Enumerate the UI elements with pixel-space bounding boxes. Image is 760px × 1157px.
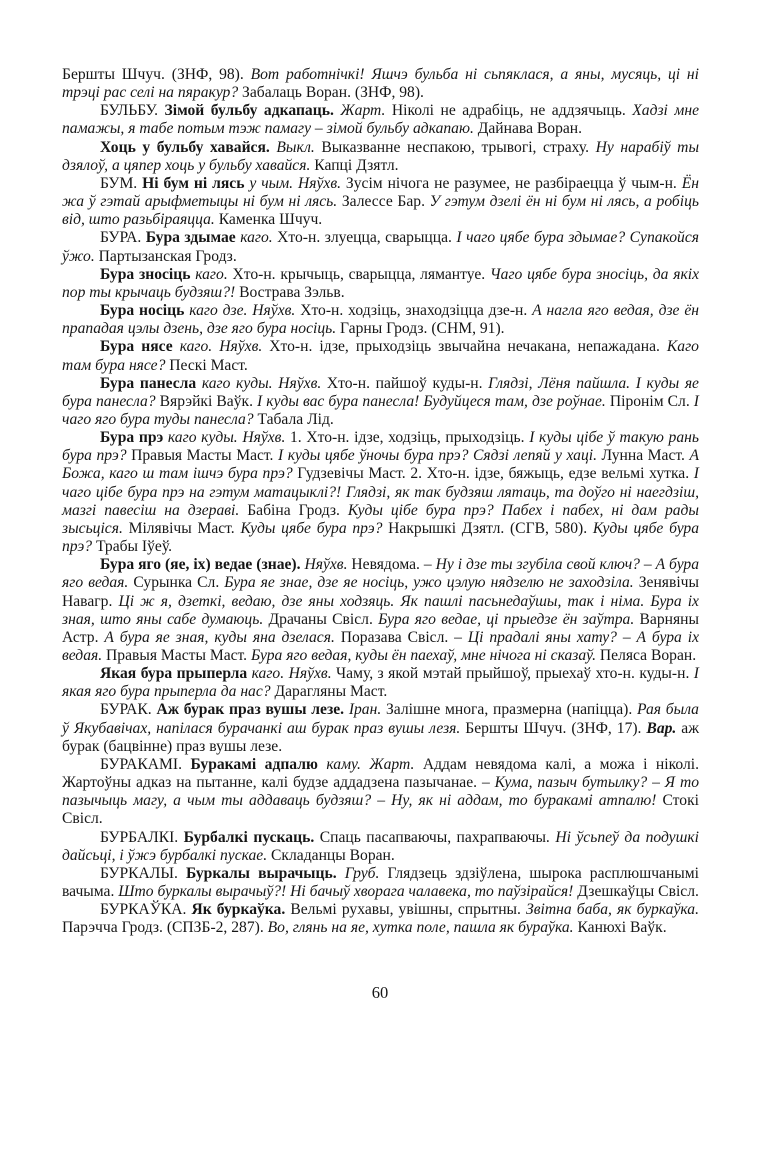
text-run: Залішне многа, празмерна (напіцца). (386, 701, 638, 719)
text-run: Хто-н. пайшоў куды-н. (326, 374, 489, 392)
text-run: Каго там бура нясе? (62, 338, 699, 374)
paragraph (62, 102, 699, 138)
text-run: Правыя Масты Маст. (106, 647, 251, 664)
text-run: Гарны Гродз. (СНМ, 91). (340, 320, 505, 338)
text-run: Аддам невядома калі, а можа і ніколі. Жартоўны адказ на пытанне, калі будзе аддадзена пазычанае. (62, 755, 699, 792)
text-run: Глядзі, Лёня пайшла. І куды яе бура панесла? (62, 374, 699, 410)
paragraph (62, 865, 699, 901)
text-run: Невядома. (351, 556, 424, 574)
text-run: І куды цябе ўночы бура прэ? Сядзі лепяй у хаці. (278, 447, 602, 465)
text-run: каго. Няўхв. (251, 665, 337, 683)
text-run: Хто-н. крычыць, сварыцца, лямантуе. (232, 265, 490, 283)
text-run: Ні бум ні лясь (142, 174, 250, 192)
text-run: каго куды. Няўхв. (167, 429, 290, 447)
text-run: у чым. Няўхв. (249, 174, 346, 192)
text-run: Буркалы вырачыць. (185, 864, 345, 882)
text-run: І куды вас бура панесла! Будуйцеся там, дзе роўнае. (257, 392, 610, 410)
paragraph (62, 175, 699, 229)
paragraph (62, 829, 699, 865)
paragraph (62, 901, 699, 937)
text-run: Бура панесла (100, 374, 202, 392)
text-run: І куды цібе ў такую рань бура прэ? (62, 429, 699, 465)
text-run: Якая бура прыперла (100, 665, 252, 683)
text-run: Забалаць Воран. (ЗНФ, 98). (242, 84, 424, 102)
text-run: Капці Дзятл. (314, 156, 399, 174)
text-run: Бура яго ведае, ці прыедзе ён заўтра. (378, 610, 640, 628)
text-run: Во, глянь на яе, хутка поле, пашла як бураўка. (267, 919, 578, 937)
text-run: І якая яго бура прыперла да нас? (62, 665, 699, 701)
text-run: Ён жа ў гэтай арыфметыцы ні бум ні лясь. (62, 174, 699, 211)
text-run: Піронім Сл. (609, 392, 694, 410)
text-run: БУРАКАМІ. (100, 755, 191, 773)
text-run: Накрышкі Дзятл. (СГВ, 580). (388, 519, 593, 537)
text-run: Табала Лід. (257, 410, 334, 428)
paragraph (62, 429, 699, 556)
paragraph (62, 266, 699, 302)
text-run: Бершты Шчуч. (ЗНФ, 98). (62, 66, 251, 83)
text-run: Бура здымае (145, 229, 241, 247)
text-run: аж бурак (бацвінне) праз вушы лезе. (62, 719, 699, 755)
text-run: Вельмі рухавы, увішны, спрытны. (290, 901, 527, 919)
text-run: – Ну і дзе ты згубіла свой ключ? – А бура яго ведая. (62, 556, 700, 592)
text-run: БУРА. (100, 229, 146, 247)
text-run: Куды цібе бура прэ? Пабех і пабех, ні дам рады зысьціся. (62, 501, 699, 537)
text-run: БУРКАЎКА. (100, 901, 192, 919)
text-run: І чаго цябе бура здымае? Супакойся ўжо. (62, 229, 700, 265)
text-run: Правыя Масты Маст. (131, 447, 278, 465)
text-run: Чаму, з якой мэтай прыйшоў, прыехаў хто-н. куды-н. (336, 665, 694, 683)
page-number: 60 (371, 983, 389, 1002)
text-run: Стокі Свісл. (62, 792, 699, 828)
text-run: Рая была ў Якубавічах, напілася бурачанкі аш бурак праз вушы лезя. (62, 701, 699, 737)
text-run: І чаго цібе бура прэ на гэтум матацыклі?! Глядзі, як так будзяш лятаць, та доўго ні наегдзіш, мазгі павесіш на дзераві. (62, 465, 699, 519)
text-run: БУРАК. (100, 701, 157, 719)
text-run: Хто-н. ходзіць, знаходзіцца дзе-н. (300, 302, 533, 320)
text-run: Хоць у бульбу хавайся. (100, 138, 277, 156)
text-run: Пеляса Воран. (599, 647, 697, 664)
text-run: Складанцы Воран. (271, 846, 395, 864)
text-run: Вярэйкі Ваўк. (159, 392, 258, 410)
text-run: Глядзець здзіўлена, шырока расплюшчанымі вачыма. (62, 864, 699, 901)
text-run: Ці ж я, дзеткі, ведаю, дзе яны ходзяць. Як пашлі пасьнедаўшы, так і німа. Бура іх зная, што яны сабе думаюць. (62, 592, 699, 628)
text-run: Няўхв. (304, 556, 352, 574)
text-run: – Кума, пазыч бутылку? – Я то пазычыць магу, а чым ты аддаваць будзяш? – Ну, як ні аддам, то буракамі атпалю! (62, 774, 699, 810)
text-run: А Божа, каго ш там ішчэ бура прэ? (62, 447, 700, 483)
text-run: каго. (195, 265, 233, 283)
text-run: БУРБАЛКІ. (100, 828, 184, 846)
text-run: Варняны Астр. (62, 610, 699, 646)
text-run: Бура зносіць (100, 265, 196, 283)
paragraph (62, 701, 699, 755)
text-run: Выкл. (276, 138, 322, 156)
text-run: Бабіна Гродз. (247, 501, 348, 519)
text-run: 1. Хто-н. ідзе, ходзіць, прыходзіць. (290, 429, 530, 447)
text-run: каго дзе. Няўхв. (189, 302, 301, 320)
text-run: Чаго цябе бура зносіць, да якіх пор ты крычаць будзяш?! (62, 265, 699, 301)
text-run: Зусім нічога не разумее, не разбіраецца ў чым-н. (345, 174, 682, 192)
text-run: Хто-н. злуецца, сварыцца. (277, 229, 457, 247)
text-run: Лунна Маст. (601, 447, 690, 465)
text-run: БУЛЬБУ. (100, 102, 165, 120)
text-run: Бершты Шчуч. (ЗНФ, 17). (465, 719, 647, 737)
text-run: Каменка Шчуч. (218, 211, 323, 229)
text-run: Драчаны Свісл. (268, 610, 379, 628)
text-run: У гэтум дзелі ён ні бум ні лясь, а робіць від, што разьбіраяцца. (62, 193, 699, 229)
text-run: Залессе Бар. (341, 193, 430, 211)
paragraph (62, 375, 699, 429)
text-run: Буракамі адпалю (190, 755, 327, 773)
text-run: БУМ. (100, 174, 143, 192)
paragraph (62, 302, 699, 338)
text-run: Дарагляны Маст. (274, 683, 388, 701)
text-run: каго. Няўхв. (179, 338, 270, 356)
text-run: Звітна баба, як буркаўка. (526, 901, 699, 919)
text-run: Дайнава Воран. (477, 120, 583, 138)
text-run: Зенявічы Навагр. (62, 574, 699, 610)
text-run: Выказванне неспакою, трывогі, страху. (321, 138, 596, 156)
text-run: Куды цябе бура прэ? (240, 519, 389, 537)
text-run: каму. Жарт. (326, 755, 423, 773)
text-run: Гудзевічы Маст. 2. Хто-н. ідзе, бяжыць, едзе вельмі хутка. (297, 465, 694, 483)
text-run: Мілявічы Маст. (128, 519, 241, 537)
text-run: Бура носіць (100, 302, 190, 320)
text-run: БУРКАЛЫ. (100, 864, 186, 882)
text-run: Жарт. (340, 102, 392, 120)
paragraph (62, 556, 699, 665)
text-body (62, 66, 699, 938)
text-run: Зімой бульбу адкапаць. (164, 102, 341, 120)
text-run: Ніколі не адрабіць, не аддзячыць. (391, 102, 633, 120)
text-run: Хто-н. ідзе, прыходзіць звычайна нечакана, непажадана. (269, 338, 667, 356)
paragraph (62, 139, 699, 175)
text-run: каго. (240, 229, 278, 247)
text-run: Пескі Маст. (169, 356, 248, 374)
text-run: А нагла яго ведая, дзе ён прападая цэлы дзень, дзе яго бура носіць. (62, 302, 699, 338)
text-run: Парэчча Гродз. (СПЗБ-2, 287). (62, 919, 268, 937)
text-run: Трабы Іўеў. (95, 538, 172, 556)
text-run: Ну нарабіў ты дзялоў, а цяпер хоць у бульбу хавайся. (62, 138, 700, 174)
text-run: Хадзі мне памажы, я табе потым тэж памагу – зімой бульбу адкапаю. (62, 102, 700, 138)
text-run: Іран. (348, 701, 386, 719)
paragraph (62, 66, 699, 102)
text-run: Куды цябе бура прэ? (62, 519, 700, 556)
text-run: Бура яго ведая, куды ён паехаў, мне нічога ні сказаў. (250, 647, 600, 664)
text-run: Спаць пасапваючы, пахрапваючы. (319, 828, 556, 846)
text-run: Поразава Свісл. (340, 628, 455, 646)
text-run: Вар. (646, 719, 682, 737)
text-run: Бура яго (яе, іх) ведае (знае). (100, 556, 305, 574)
text-run: Як буркаўка. (191, 901, 291, 919)
text-run: Ні ўсьпеў да подушкі дайсьці, і ўжэ бурбалкі пускае. (62, 828, 699, 864)
paragraph (62, 665, 699, 701)
text-run: Вот работнічкі! Яшчэ бульба ні сьпяклася, а яны, мусяць, ці ні трэці рас селі на пяракур? (62, 66, 699, 102)
text-run: Груб. (344, 864, 388, 882)
text-run: Бура нясе (100, 338, 180, 356)
paragraph (62, 229, 699, 265)
text-run: Бурбалкі пускаць. (183, 828, 320, 846)
text-run: І чаго яго бура туды панесла? (62, 392, 699, 428)
text-run: каго куды. Няўхв. (201, 374, 327, 392)
text-run: Дзешкаўцы Свісл. (577, 883, 699, 901)
text-run: Аж бурак праз вушы лезе. (156, 701, 349, 719)
paragraph (62, 756, 699, 829)
text-run: Канюхі Ваўк. (577, 919, 667, 937)
text-run: Што буркалы вырачыў?! Ні бачыў хворага чалавека, то паўзірайся! (118, 883, 578, 901)
text-run: А бура яе зная, куды яна дзелася. (104, 628, 341, 646)
text-run: Вострава Зэльв. (239, 283, 345, 301)
text-run: Бура яе знае, дзе яе носіць, ужо цэлую нядзелю не заходзіла. (224, 574, 639, 592)
text-run: Партызанская Гродз. (98, 247, 237, 265)
text-run: – Ці прадалі яны хату? – А бура іх ведая. (62, 628, 699, 664)
text-run: Сурынка Сл. (133, 574, 225, 592)
paragraph (62, 338, 699, 374)
text-run: Бура прэ (100, 429, 168, 447)
